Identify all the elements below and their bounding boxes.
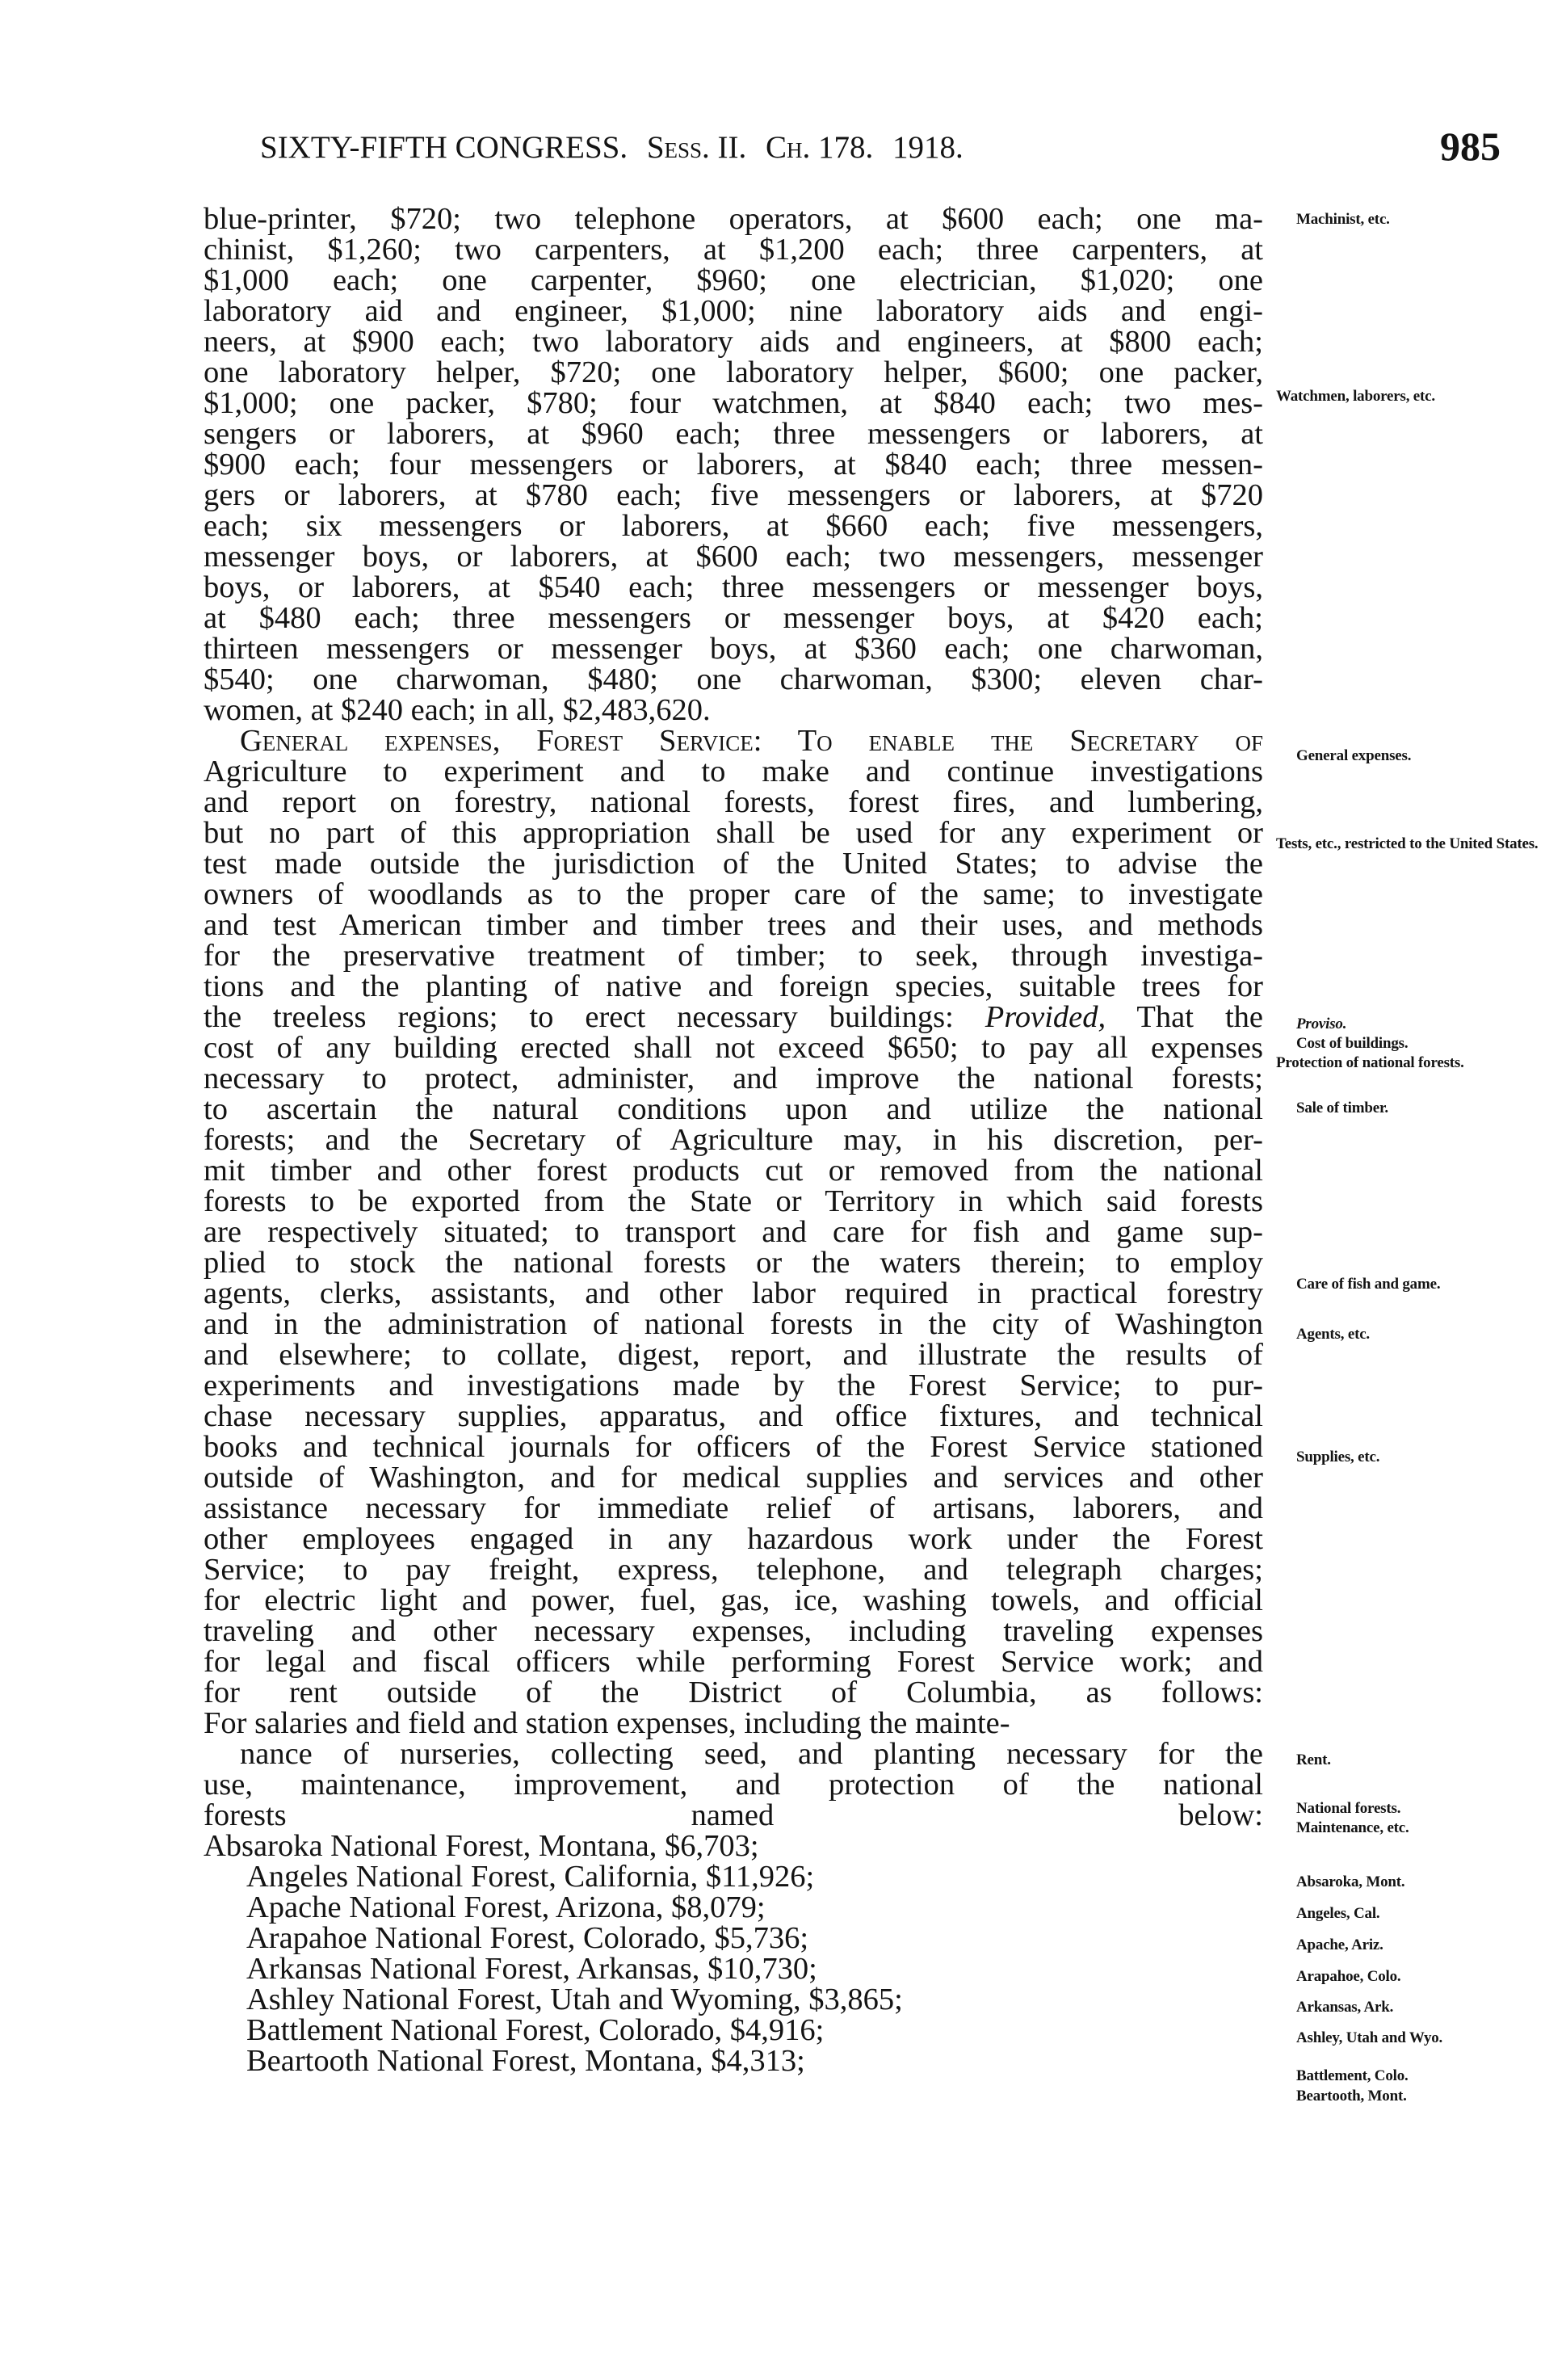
forest-entry: Arapahoe National Forest, Colorado, $5,736; xyxy=(246,1921,809,1955)
section-heading: General expenses, Forest Service: To enable the Secretary of xyxy=(240,724,1263,758)
margin-note: Protection of national forests. xyxy=(1276,1054,1464,1071)
body-line: assistance necessary for immediate relief of artisans, laborers, and xyxy=(204,1491,1263,1525)
body-line: but no part of this appropriation shall be used for any experiment or xyxy=(204,816,1263,850)
body-line: $900 each; four messengers or laborers, at $840 each; three messen- xyxy=(204,448,1263,481)
body-line: women, at $240 each; in all, $2,483,620. xyxy=(204,693,711,727)
margin-note: Care of fish and game. xyxy=(1296,1276,1441,1293)
body-line: and report on forestry, national forests, forest fires, and lumbering, xyxy=(204,785,1263,819)
body-line: and in the administration of national forests in the city of Washington xyxy=(204,1307,1263,1341)
body-line: for legal and fiscal officers while performing Forest Service work; and xyxy=(204,1645,1263,1679)
body-line: $1,000 each; one carpenter, $960; one electrician, $1,020; one xyxy=(204,263,1263,297)
margin-note: Proviso. xyxy=(1296,1015,1347,1032)
body-line: experiments and investigations made by the Forest Service; to pur- xyxy=(204,1369,1263,1402)
body-line: Absaroka National Forest, Montana, $6,703; xyxy=(204,1829,759,1863)
body-line: gers or laborers, at $780 each; five messengers or laborers, at $720 xyxy=(204,478,1263,512)
forest-entry: Ashley National Forest, Utah and Wyoming, $3,865; xyxy=(246,1983,903,2016)
forest-entry: Beartooth National Forest, Montana, $4,313; xyxy=(246,2044,805,2078)
body-line: agents, clerks, assistants, and other labor required in practical forestry xyxy=(204,1276,1263,1310)
body-line: other employees engaged in any hazardous work under the Forest xyxy=(204,1522,1263,1556)
margin-note: Absaroka, Mont. xyxy=(1296,1873,1405,1890)
body-line: neers, at $900 each; two laboratory aids and engineers, at $800 each; xyxy=(204,325,1263,359)
margin-note: Ashley, Utah and Wyo. xyxy=(1296,2029,1443,2046)
body-line: use, maintenance, improvement, and protection of the national xyxy=(204,1768,1263,1802)
margin-note: Watchmen, laborers, etc. xyxy=(1276,388,1435,405)
margin-note: General expenses. xyxy=(1296,747,1412,764)
body-line: Service; to pay freight, express, telephone, and telegraph charges; xyxy=(204,1553,1263,1587)
body-line: cost of any building erected shall not exceed $650; to pay all expenses xyxy=(204,1031,1263,1065)
body-line: mit timber and other forest products cut or removed from the national xyxy=(204,1154,1263,1188)
body-line: Agriculture to experiment and to make and continue investigations xyxy=(204,755,1263,788)
margin-note: National forests. xyxy=(1296,1800,1401,1817)
body-line: blue-printer, $720; two telephone operators, at $600 each; one ma- xyxy=(204,202,1263,236)
body-line: each; six messengers or laborers, at $660 each; five messengers, xyxy=(204,509,1263,543)
body-line: For salaries and field and station expenses, including the mainte- xyxy=(204,1706,1010,1740)
session-label: Sess. II. xyxy=(646,130,747,165)
body-line: test made outside the jurisdiction of the United States; to advise the xyxy=(204,847,1263,881)
body-line: are respectively situated; to transport and care for fish and game sup- xyxy=(204,1215,1263,1249)
margin-note: Supplies, etc. xyxy=(1296,1449,1380,1465)
body-line: owners of woodlands as to the proper care of the same; to investigate xyxy=(204,877,1263,911)
body-line: for rent outside of the District of Columbia, as follows: xyxy=(204,1676,1263,1709)
margin-note: Sale of timber. xyxy=(1296,1100,1388,1116)
body-line: for the preservative treatment of timber; to seek, through investiga- xyxy=(204,939,1263,973)
forest-entry: Angeles National Forest, California, $11,926; xyxy=(246,1860,815,1894)
body-line: plied to stock the national forests or the waters therein; to employ xyxy=(204,1246,1263,1280)
chapter-label: Ch. 178. xyxy=(766,130,874,165)
margin-note: Tests, etc., restricted to the United States. xyxy=(1276,835,1539,852)
margin-note: Arapahoe, Colo. xyxy=(1296,1968,1401,1985)
body-line: tions and the planting of native and foreign species, suitable trees for xyxy=(204,969,1263,1003)
body-line: one laboratory helper, $720; one laboratory helper, $600; one packer, xyxy=(204,355,1263,389)
body-line: traveling and other necessary expenses, including traveling expenses xyxy=(204,1614,1263,1648)
body-line: for electric light and power, fuel, gas, ice, washing towels, and official xyxy=(204,1583,1263,1617)
proviso-word: Provided, xyxy=(985,1000,1106,1034)
margin-note: Battlement, Colo. xyxy=(1296,2067,1409,2084)
body-text: That the xyxy=(1106,1000,1263,1034)
body-line: laboratory aid and engineer, $1,000; nine laboratory aids and engi- xyxy=(204,294,1263,328)
forest-entry: Arkansas National Forest, Arkansas, $10,730; xyxy=(246,1952,817,1986)
body-line: nance of nurseries, collecting seed, and planting necessary for the xyxy=(240,1737,1263,1771)
body-line: sengers or laborers, at $960 each; three messengers or laborers, at xyxy=(204,417,1263,451)
body-line: forests to be exported from the State or Territory in which said forests xyxy=(204,1184,1263,1218)
body-line: boys, or laborers, at $540 each; three messengers or messenger boys, xyxy=(204,570,1263,604)
body-line: forests named below: xyxy=(204,1798,1263,1832)
margin-note: Angeles, Cal. xyxy=(1296,1905,1380,1922)
body-line: thirteen messengers or messenger boys, at $360 each; one charwoman, xyxy=(204,632,1263,666)
running-header xyxy=(260,129,964,166)
section-heading-line xyxy=(240,726,1263,756)
margin-note: Rent. xyxy=(1296,1751,1331,1768)
body-line: chase necessary supplies, apparatus, and office fixtures, and technical xyxy=(204,1399,1263,1433)
body-line: and elsewhere; to collate, digest, report, and illustrate the results of xyxy=(204,1338,1263,1372)
body-line: $1,000; one packer, $780; four watchmen, at $840 each; two mes- xyxy=(204,386,1263,420)
body-line: to ascertain the natural conditions upon and utilize the national xyxy=(204,1092,1263,1126)
body-line: chinist, $1,260; two carpenters, at $1,200 each; three carpenters, at xyxy=(204,233,1263,267)
forest-entry: Apache National Forest, Arizona, $8,079; xyxy=(246,1890,766,1924)
page-number: 985 xyxy=(1440,124,1501,169)
margin-note: Machinist, etc. xyxy=(1296,211,1390,228)
margin-note: Agents, etc. xyxy=(1296,1326,1370,1343)
body-line: books and technical journals for officers of the Forest Service stationed xyxy=(204,1430,1263,1464)
body-line: $540; one charwoman, $480; one charwoman, $300; eleven char- xyxy=(204,662,1263,696)
forest-entry: Battlement National Forest, Colorado, $4,916; xyxy=(246,2013,825,2047)
body-line: and test American timber and timber trees and their uses, and methods xyxy=(204,908,1263,942)
body-line: at $480 each; three messengers or messenger boys, at $420 each; xyxy=(204,601,1263,635)
margin-note: Arkansas, Ark. xyxy=(1296,1999,1394,2016)
year-label: 1918. xyxy=(892,130,964,165)
margin-note: Apache, Ariz. xyxy=(1296,1936,1383,1953)
body-line: forests; and the Secretary of Agriculture may, in his discretion, per- xyxy=(204,1123,1263,1157)
body-line: outside of Washington, and for medical supplies and services and other xyxy=(204,1461,1263,1495)
margin-note: Beartooth, Mont. xyxy=(1296,2088,1407,2105)
margin-note: Maintenance, etc. xyxy=(1296,1819,1409,1836)
body-line: necessary to protect, administer, and improve the national forests; xyxy=(204,1062,1263,1095)
proviso-line xyxy=(204,1000,1263,1034)
body-line: messenger boys, or laborers, at $600 each; two messengers, messenger xyxy=(204,540,1263,574)
running-title: SIXTY-FIFTH CONGRESS. xyxy=(260,130,628,165)
margin-note: Cost of buildings. xyxy=(1296,1035,1409,1052)
body-text: the treeless regions; to erect necessary buildings: xyxy=(204,1000,985,1034)
